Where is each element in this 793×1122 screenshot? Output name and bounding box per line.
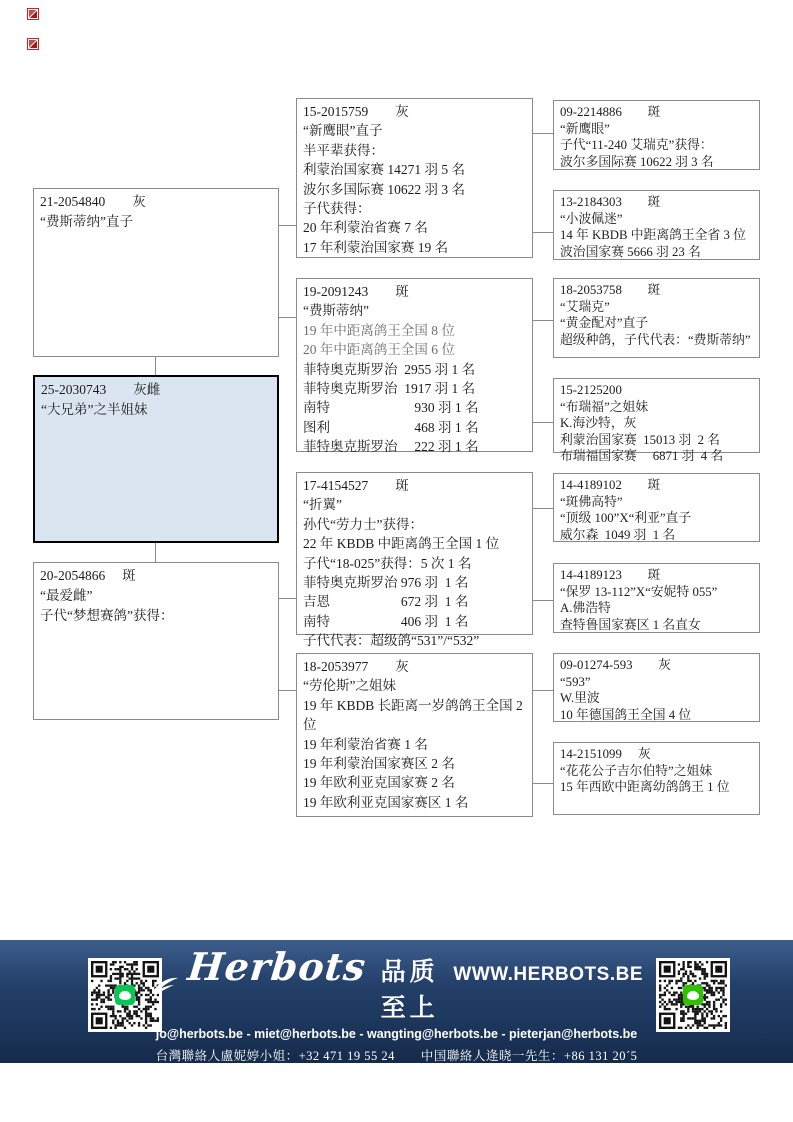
pedigree-line: 菲特奥克斯罗治 222 羽 1 名 xyxy=(303,439,479,455)
pedigree-connector xyxy=(533,508,553,509)
pedigree-line: 22 年 KBDB 中距离鸽王全国 1 位 xyxy=(303,536,500,552)
pedigree-line: 菲特奥克斯罗治 2955 羽 1 名 xyxy=(303,361,476,377)
pedigree-line: “费斯蒂纳”直子 xyxy=(40,214,133,229)
pedigree-line: 15-2125200 xyxy=(560,383,622,397)
pedigree-line: 14-4189102 斑 xyxy=(560,478,661,492)
pedigree-line: “大兄弟”之半姐妹 xyxy=(41,402,148,417)
pedigree-connector xyxy=(279,598,296,599)
pedigree-line: 20 年利蒙治省赛 7 名 xyxy=(303,220,428,236)
pedigree-box-greatgrandparent-8 xyxy=(553,742,760,815)
pedigree-line: 21-2054840 灰 xyxy=(40,194,146,209)
pedigree-line: “593” xyxy=(560,674,591,689)
line-app-icon xyxy=(115,985,135,1005)
pedigree-connector xyxy=(155,543,156,562)
footer-banner xyxy=(0,940,793,1106)
pedigree-line: 威尔森 1049 羽 1 名 xyxy=(560,527,676,542)
pedigree-line: 南特 930 羽 1 名 xyxy=(303,400,479,416)
pedigree-line: 19 年欧利亚克国家赛 2 名 xyxy=(303,775,455,791)
pedigree-line: “劳伦斯”之姐妹 xyxy=(303,678,396,694)
pedigree-line: 18-2053758 斑 xyxy=(560,283,661,297)
pedigree-line: 25-2030743 灰雌 xyxy=(41,382,161,397)
pedigree-box-mother xyxy=(33,562,279,720)
pedigree-line: 超级种鸽，子代代表：“费斯蒂纳” xyxy=(560,332,751,347)
pedigree-line: “斑佛高特” xyxy=(560,494,623,509)
pedigree-line: 利蒙治国家赛 14271 羽 5 名 xyxy=(303,162,465,178)
pedigree-line: 孙代“劳力士”获得： xyxy=(303,516,423,532)
pedigree-line: “花花公子吉尔伯特”之姐妹 xyxy=(560,763,713,778)
pedigree-connector xyxy=(533,232,553,233)
pedigree-box-subject xyxy=(33,375,279,543)
pedigree-line: 10 年德国鸽王全国 4 位 xyxy=(560,707,692,722)
pedigree-line: 查特鲁国家赛区 1 名直女 xyxy=(560,617,701,632)
pedigree-line: 波尔多国际赛 10622 羽 3 名 xyxy=(303,181,465,197)
pedigree-line: 19 年利蒙治国家赛区 2 名 xyxy=(303,756,455,772)
pedigree-line: “保罗 13-112”X“安妮特 055” xyxy=(560,584,718,599)
footer-tagline-cjk: 品质至上 xyxy=(380,959,439,1022)
pedigree-box-greatgrandparent-5 xyxy=(553,473,760,542)
pedigree-line: 子代“18-025”获得：5 次 1 名 xyxy=(303,555,472,571)
pedigree-line: 菲特奥克斯罗治 1917 羽 1 名 xyxy=(303,381,476,397)
pedigree-line: 15 年西欧中距离幼鸽鸽王 1 位 xyxy=(560,780,730,795)
pedigree-connector xyxy=(533,320,553,321)
pedigree-line: 14 年 KBDB 中距离鸽王全省 3 位 xyxy=(560,228,746,243)
pedigree-line: “折翼” xyxy=(303,497,342,513)
footer-emails[interactable]: jo@herbots.be - miet@herbots.be - wangting@herbots.be - pieterjan@herbots.be xyxy=(155,1027,638,1041)
pedigree-line: “黄金配对”直子 xyxy=(560,316,649,331)
pedigree-line: 09-2214886 斑 xyxy=(560,105,661,119)
pedigree-box-grandsire-maternal xyxy=(296,472,533,649)
pedigree-box-father xyxy=(33,188,279,357)
pedigree-line: 波尔多国际赛 10622 羽 3 名 xyxy=(560,154,714,169)
pedigree-line: 20-2054866 斑 xyxy=(40,568,136,583)
pedigree-line: “布瑞福”之姐妹 xyxy=(560,399,649,414)
pedigree-line: 14-4189123 斑 xyxy=(560,568,661,582)
pedigree-line: 利蒙治国家赛 15013 羽 2 名 xyxy=(560,432,720,447)
pedigree-connector xyxy=(279,317,296,318)
pedigree-line: 19 年欧利亚克国家赛区 1 名 xyxy=(303,794,469,810)
pedigree-line: 半平辈获得： xyxy=(303,142,384,158)
pedigree-connector xyxy=(279,690,296,691)
pedigree-line: 14-2151099 灰 xyxy=(560,747,651,761)
pedigree-line: 19-2091243 斑 xyxy=(303,284,409,299)
pedigree-line: “新鹰眼” xyxy=(560,121,610,136)
pedigree-line: “费斯蒂纳” xyxy=(303,303,369,319)
pedigree-line: 子代代表：超级鸽“531”/“532” xyxy=(303,633,480,649)
herbots-logo: Herbots xyxy=(185,944,369,989)
pedigree-box-greatgrandparent-7 xyxy=(553,653,760,722)
broken-image-icon xyxy=(27,8,39,20)
pedigree-connector xyxy=(155,357,156,375)
pedigree-line: “顶级 100”X“利亚”直子 xyxy=(560,511,692,526)
wing-icon xyxy=(150,975,180,997)
pedigree-line: 17 年利蒙治国家赛 19 名 xyxy=(303,239,449,255)
pedigree-line: 吉恩 672 羽 1 名 xyxy=(303,594,469,610)
pedigree-line: 子代获得： xyxy=(303,201,371,217)
pedigree-line: 图利 468 羽 1 名 xyxy=(303,419,479,435)
wechat-icon xyxy=(683,985,703,1005)
footer-website-link[interactable]: WWW.HERBOTS.BE xyxy=(453,964,643,985)
pedigree-line: “艾瑞克” xyxy=(560,299,610,314)
pedigree-connector xyxy=(533,422,553,423)
pedigree-connector xyxy=(533,133,553,134)
pedigree-line: 菲特奥克斯罗治 976 羽 1 名 xyxy=(303,575,469,591)
pedigree-box-greatgrandparent-2 xyxy=(553,190,760,260)
pedigree-line: 南特 406 羽 1 名 xyxy=(303,613,469,629)
footer-contacts: 台灣聯絡人盧妮婷小姐：+32 471 19 55 24 中国聯絡人逄晓一先生：+86 131 20´5 0755 xyxy=(155,1049,638,1078)
pedigree-line: “小波佩迷” xyxy=(560,211,623,226)
pedigree-connector xyxy=(533,600,553,601)
pedigree-connector xyxy=(533,690,553,691)
pedigree-line: 15-2015759 灰 xyxy=(303,104,409,119)
pedigree-line: 09-01274-593 灰 xyxy=(560,658,671,672)
pedigree-connector xyxy=(279,225,296,226)
pedigree-line: 20 年中距离鸽王全国 6 位 xyxy=(303,342,455,358)
pedigree-line: “最爱雌” xyxy=(40,588,93,603)
pedigree-line: K.海沙特，灰 xyxy=(560,416,637,431)
pedigree-line: 17-4154527 斑 xyxy=(303,478,409,493)
pedigree-line: “新鹰眼”直子 xyxy=(303,123,383,139)
pedigree-box-grandsire-paternal xyxy=(296,98,533,258)
pedigree-box-greatgrandparent-3 xyxy=(553,278,760,358)
pedigree-line: 子代“梦想赛鸽”获得： xyxy=(40,608,174,623)
pedigree-box-granddam-maternal xyxy=(296,653,533,817)
pedigree-line: A.佛浩特 xyxy=(560,601,611,616)
pedigree-line: W.里波 xyxy=(560,691,600,706)
pedigree-line: 19 年中距离鸽王全国 8 位 xyxy=(303,322,455,338)
pedigree-line: 波治国家赛 5666 羽 23 名 xyxy=(560,244,701,259)
broken-image-icon xyxy=(27,38,39,50)
pedigree-box-granddam-paternal xyxy=(296,278,533,455)
pedigree-box-greatgrandparent-6 xyxy=(553,563,760,633)
pedigree-line: 19 年 KBDB 长距离一岁鸽鸽王全国 2 位 xyxy=(303,697,527,733)
qr-code-wechat xyxy=(656,958,730,1032)
pedigree-line: 18-2053977 灰 xyxy=(303,659,409,674)
pedigree-line: 13-2184303 斑 xyxy=(560,195,661,209)
pedigree-box-greatgrandparent-4 xyxy=(553,378,760,464)
pedigree-line: 19 年利蒙治省赛 1 名 xyxy=(303,736,428,752)
pedigree-connector xyxy=(533,783,553,784)
pedigree-line: 子代“11-240 艾瑞克”获得： xyxy=(560,138,713,153)
pedigree-box-greatgrandparent-1 xyxy=(553,100,760,170)
footer-slogan: 贺伯特家族...秉持品质第一与诚实可靠，力求提供完美的服务！ xyxy=(152,1087,641,1106)
pedigree-line: 布瑞福国家赛 6871 羽 4 名 xyxy=(560,449,724,464)
